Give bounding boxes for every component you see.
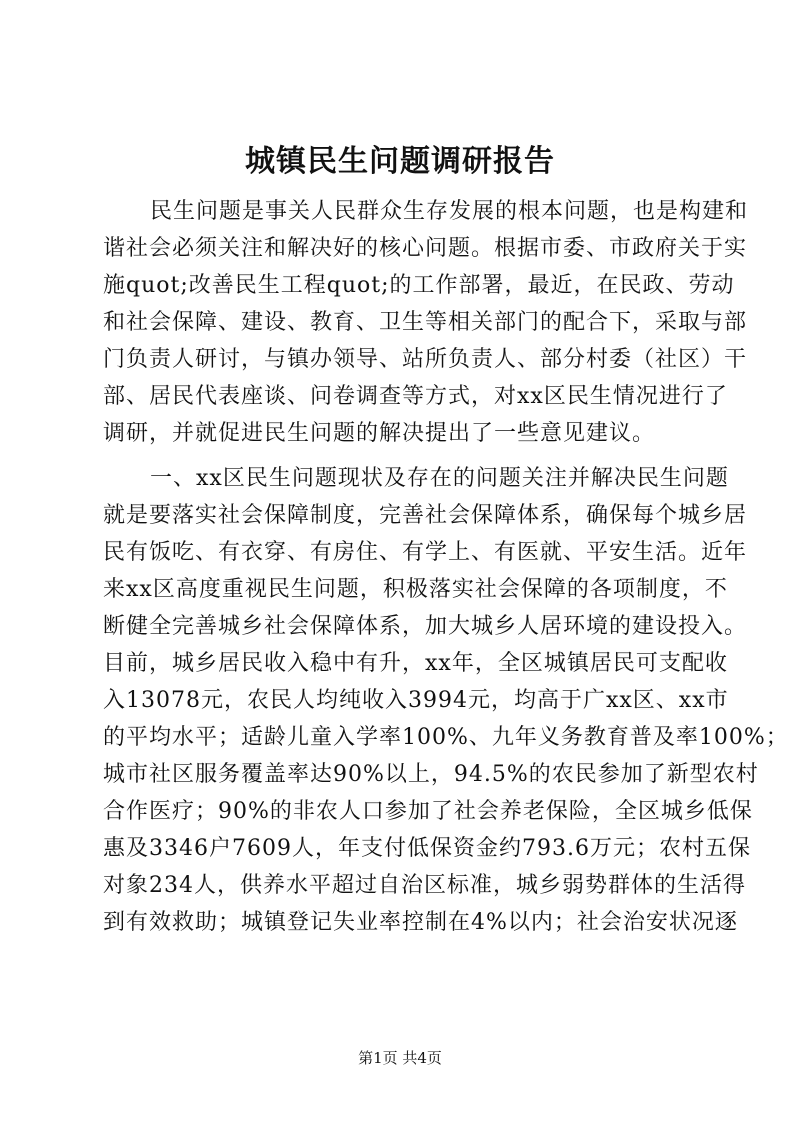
paragraph-1-line-2: 谐社会必须关注和解决好的核心问题。根据市委、市政府关于实 [103, 236, 748, 261]
paragraph-2-line-10: 合作医疗；90%的非农人口参加了社会养老保险，全区城乡低保 [103, 799, 753, 824]
paragraph-2-line-7: 入13078元，农民人均纯收入3994元，均高于广xx区、xx市 [103, 688, 729, 713]
paragraph-1-line-7: 调研，并就促进民生问题的解决提出了一些意见建议。 [103, 421, 656, 446]
paragraph-2-line-4: 来xx区高度重视民生问题，积极落实社会保障的各项制度，不 [103, 577, 728, 602]
paragraph-2-line-9: 城市社区服务覆盖率达90%以上，94.5%的农民参加了新型农村 [103, 762, 759, 787]
page-title: 城镇民生问题调研报告 [245, 144, 555, 179]
paragraph-2-line-3: 民有饭吃、有衣穿、有房住、有学上、有医就、平安生活。近年 [103, 540, 748, 565]
paragraph-1-line-5: 门负责人研讨，与镇办领导、站所负责人、部分村委（社区）干 [103, 347, 748, 372]
paragraph-1-line-6: 部、居民代表座谈、问卷调查等方式，对xx区民生情况进行了 [103, 384, 728, 409]
paragraph-1-line-4: 和社会保障、建设、教育、卫生等相关部门的配合下，采取与部 [103, 310, 748, 335]
paragraph-2-line-13: 到有效救助；城镇登记失业率控制在4%以内；社会治安状况逐 [103, 910, 738, 935]
paragraph-2-line-1: 一、xx区民生问题现状及存在的问题关注并解决民生问题 [150, 466, 729, 491]
paragraph-2-line-8: 的平均水平；适龄儿童入学率100%、九年义务教育普及率100%； [103, 725, 789, 750]
paragraph-2-line-6: 目前，城乡居民收入稳中有升，xx年，全区城镇居民可支配收 [103, 651, 728, 676]
paragraph-1-line-1: 民生问题是事关人民群众生存发展的根本问题，也是构建和 [150, 199, 749, 224]
paragraph-2-line-11: 惠及3346户7609人，年支付低保资金约793.6万元；农村五保 [103, 836, 751, 861]
paragraph-2-line-2: 就是要落实社会保障制度，完善社会保障体系，确保每个城乡居 [103, 503, 748, 528]
paragraph-2-line-5: 断健全完善城乡社会保障体系，加大城乡人居环境的建设投入。 [103, 614, 748, 639]
paragraph-1-line-3: 施quot;改善民生工程quot;的工作部署，最近，在民政、劳动 [103, 273, 735, 298]
paragraph-2-line-12: 对象234人，供养水平超过自治区标准，城乡弱势群体的生活得 [103, 873, 746, 898]
page-footer: 第1页 共4页 [358, 1049, 442, 1067]
